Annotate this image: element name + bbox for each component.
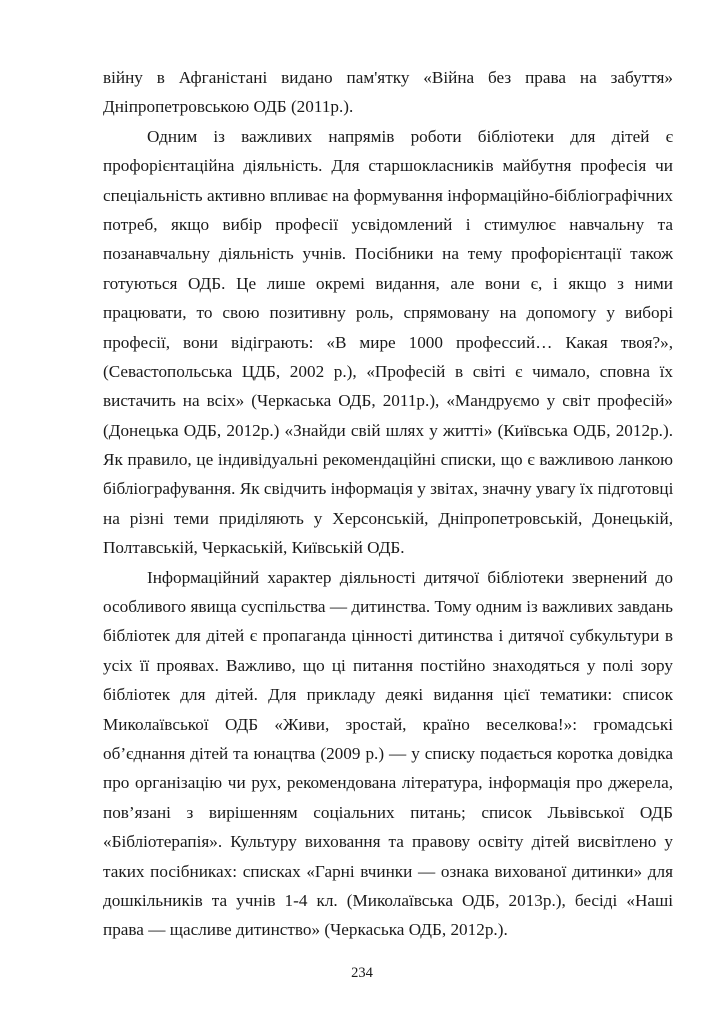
text-line: спеціальність активно впливає на формування інформаційно-бібліографічних <box>103 185 673 205</box>
text-line: позанавчальну діяльність учнів. Посібники на тему профорієнтації також <box>103 244 673 264</box>
text-line: готуються ОДБ. Це лише окремі видання, але вони є, і якщо з ними <box>103 273 673 293</box>
text-line: таких посібниках: списках «Гарні вчинки — ознака вихованої дитинки» для <box>103 861 673 881</box>
text-line: про організацію чи рух, рекомендована література, інформація про джерела, <box>103 773 673 793</box>
text-line: на різні теми приділяють у Херсонській, Дніпропетровській, Донецькій, <box>103 508 673 528</box>
text-line: профорієнтаційна діяльність. Для старшокласників майбутня професія чи <box>103 156 673 176</box>
text-line: бібліографування. Як свідчить інформація у звітах, значну увагу їх підготовці <box>103 479 674 499</box>
text-line: Як правило, це індивідуальні рекомендаційні списки, що є важливою ланкою <box>103 450 673 470</box>
text-line: вистачить на всіх» (Черкаська ОДБ, 2011р.), «Мандруємо у світ професій» <box>103 391 673 411</box>
text-line: «Бібліотерапія». Культуру виховання та правову освіту дітей висвітлено у <box>103 832 673 852</box>
text-line: (Донецька ОДБ, 2012р.) «Знайди свій шлях у житті» (Київська ОДБ, 2012р.). <box>103 420 673 440</box>
text-line: пов’язані з вирішенням соціальних питань; список Львівської ОДБ <box>103 802 673 822</box>
body-text <box>103 63 673 945</box>
paragraph <box>103 63 673 122</box>
text-line: (Севастопольська ЦДБ, 2002 р.), «Професій в світі є чимало, сповна їх <box>103 361 673 381</box>
text-line: Інформаційний характер діяльності дитячої бібліотеки звернений до <box>147 567 673 587</box>
text-line: бібліотек для дітей. Для прикладу деякі видання цієї тематики: список <box>103 685 673 705</box>
text-line: потреб, якщо вибір професії усвідомлений і стимулює навчальну та <box>103 214 673 234</box>
text-line: дошкільників та учнів 1-4 кл. (Миколаївська ОДБ, 2013р.), бесіді «Наші <box>103 890 673 910</box>
text-line: усіх її проявах. Важливо, що ці питання постійно знаходяться у полі зору <box>103 655 673 675</box>
text-line: права — щасливе дитинство» (Черкаська ОДБ, 2012р.). <box>103 920 508 940</box>
text-line: Одним із важливих напрямів роботи бібліотеки для дітей є <box>147 126 673 146</box>
text-line: об’єднання дітей та юнацтва (2009 р.) — у списку подається коротка довідка <box>103 743 673 763</box>
text-line: професії, вони відіграють: «В мире 1000 профессий… Какая твоя?», <box>103 332 673 352</box>
text-line: працювати, то свою позитивну роль, спрямовану на допомогу у виборі <box>103 303 673 323</box>
text-line: бібліотек для дітей є пропаганда цінності дитинства і дитячої субкультури в <box>103 626 673 646</box>
text-line: Дніпропетровською ОДБ (2011р.). <box>103 97 354 117</box>
text-line: особливого явища суспільства — дитинства. Тому одним із важливих завдань <box>103 597 673 617</box>
text-line: Миколаївської ОДБ «Живи, зростай, країно веселкова!»: громадські <box>103 714 673 734</box>
text-line: війну в Афганістані видано пам'ятку «Війна без права на забуття» <box>103 68 673 87</box>
paragraph <box>103 122 673 563</box>
paragraph <box>103 563 673 945</box>
page-number: 234 <box>351 965 373 981</box>
text-line: Полтавській, Черкаській, Київській ОДБ. <box>103 538 405 558</box>
